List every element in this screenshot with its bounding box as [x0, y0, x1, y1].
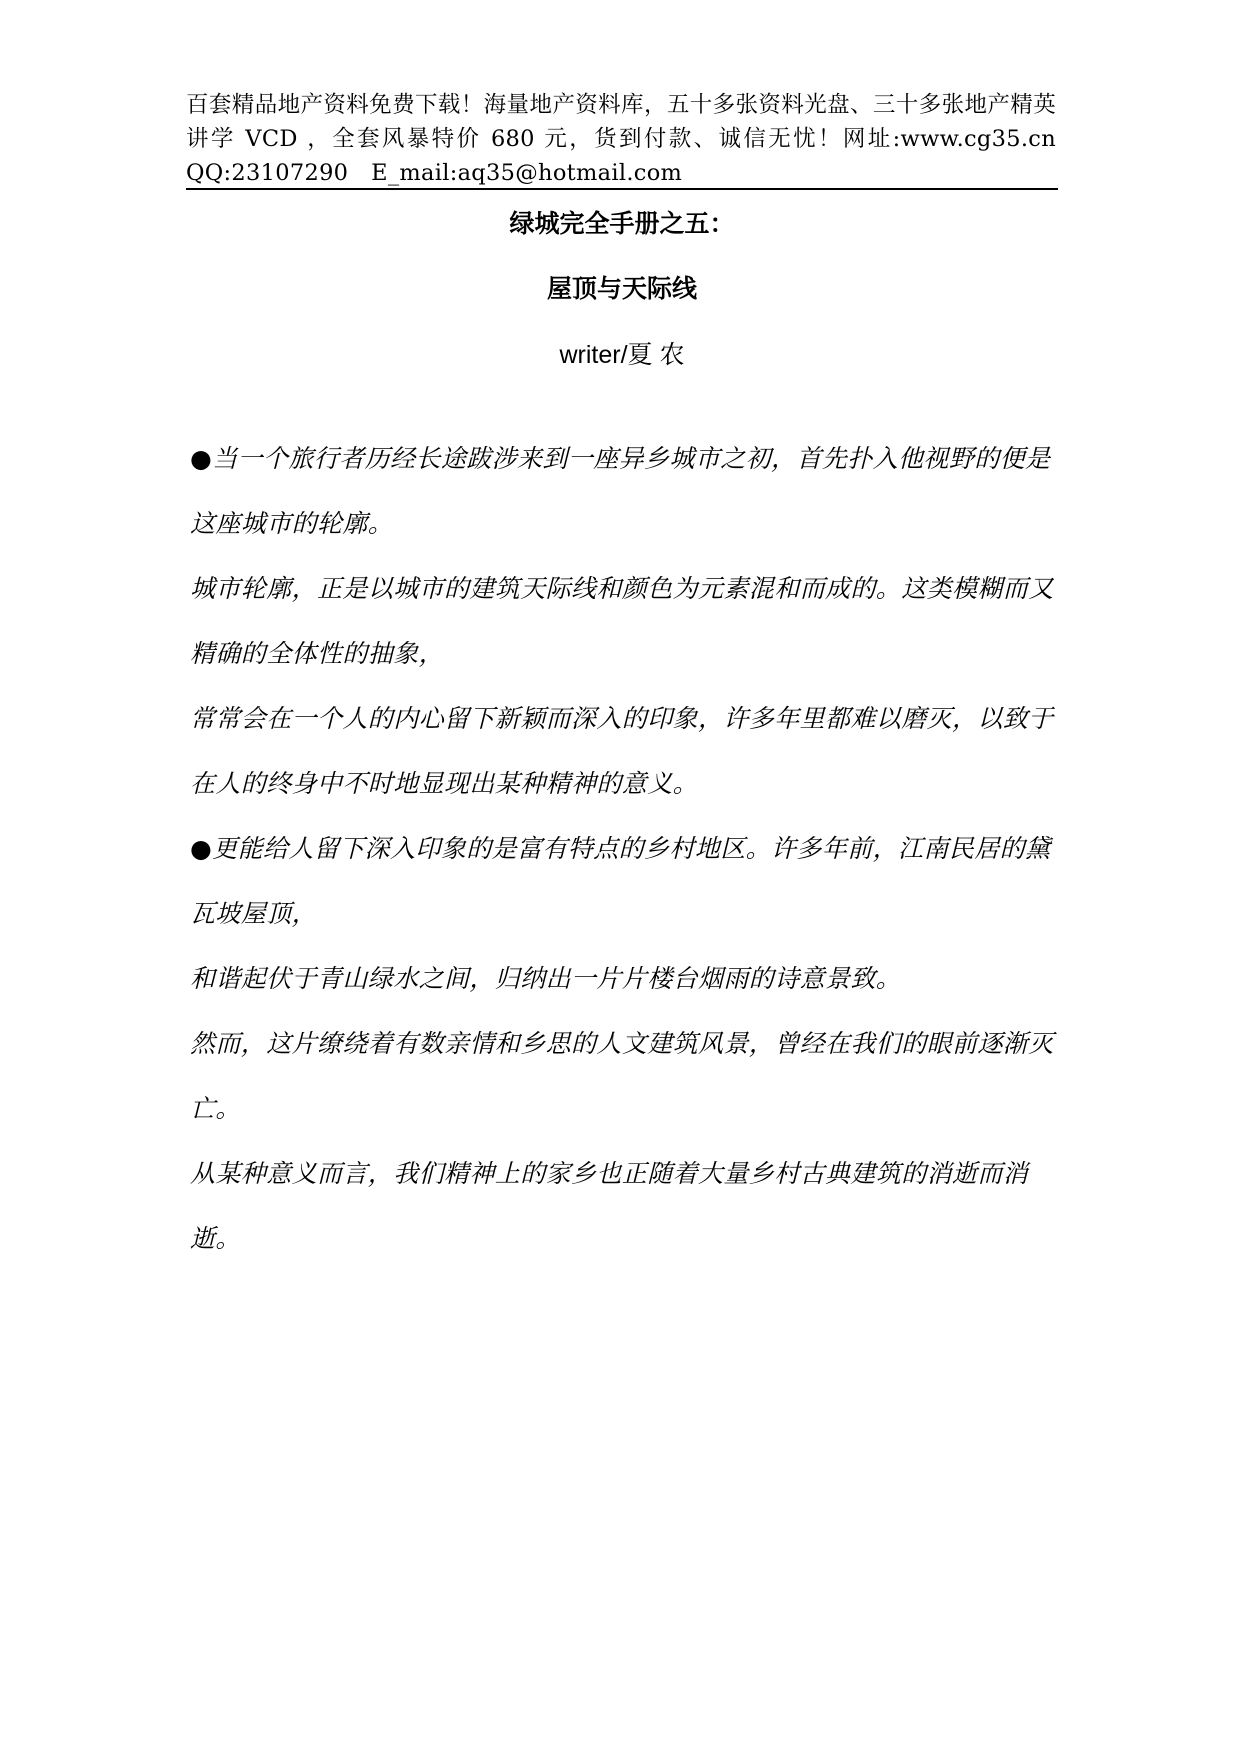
paragraph: 常常会在一个人的内心留下新颖而深入的印象，许多年里都难以磨灭，以致于在人的终身中不时地显现出某种精神的意义。 — [190, 704, 1054, 798]
header-notice: 百套精品地产资料免费下载！海量地产资料库，五十多张资料光盘、三十多张地产精英讲学 VCD ，全套风暴特价 680 元，货到付款、诚信无忧！网址:www.cg35.cn QQ:23107290 E_mail:aq35@hotmail.com — [186, 92, 1079, 186]
paragraph: 从某种意义而言，我们精神上的家乡也正随着大量乡村古典建筑的消逝而消逝。 — [190, 1159, 1029, 1253]
header-divider — [186, 188, 1058, 190]
article-byline: writer/夏 农 — [559, 341, 685, 369]
paragraph: 然而，这片缭绕着有数亲情和乡思的人文建筑风景，曾经在我们的眼前逐渐灭亡。 — [190, 1029, 1054, 1123]
paragraph: ●当一个旅行者历经长途跋涉来到一座异乡城市之初，首先扑入他视野的便是这座城市的轮廓。 — [190, 444, 1051, 538]
paragraph: 和谐起伏于青山绿水之间，归纳出一片片楼台烟雨的诗意景致。 — [190, 964, 902, 993]
paragraph: 城市轮廓，正是以城市的建筑天际线和颜色为元素混和而成的。这类模糊而又精确的全体性的抽象， — [190, 574, 1054, 668]
article-series-title: 绿城完全手册之五： — [509, 209, 735, 238]
article-body — [190, 426, 1062, 1271]
article-title: 屋顶与天际线 — [546, 274, 697, 303]
paragraph: ●更能给人留下深入印象的是富有特点的乡村地区。许多年前，江南民居的黛瓦坡屋顶， — [190, 834, 1051, 928]
